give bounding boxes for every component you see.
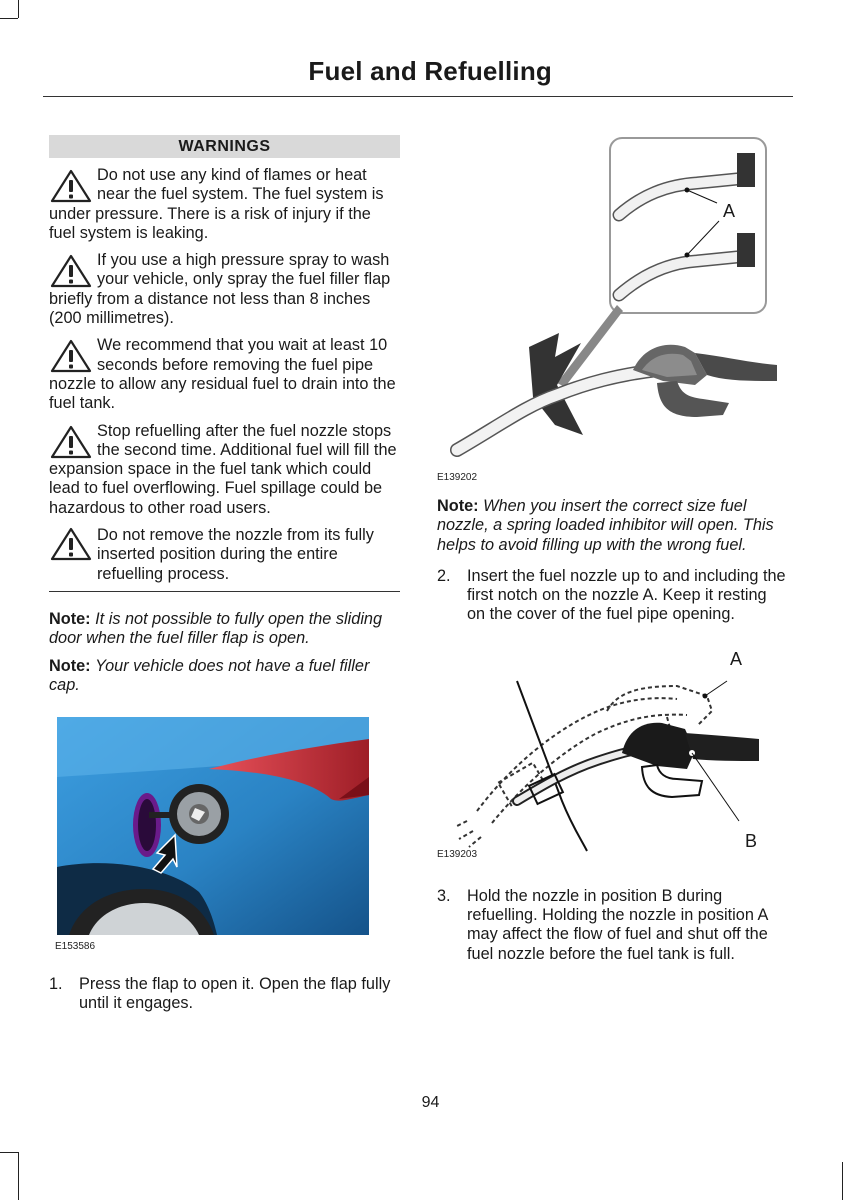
warning-item: Do not remove the nozzle from its fully inserted position during the entire refuelling process. bbox=[49, 526, 400, 592]
note-inhibitor: Note: When you insert the correct size fuel nozzle, a spring loaded inhibitor will open. This helps to avoid filling up with the wrong fuel. bbox=[437, 497, 774, 554]
warning-triangle-icon bbox=[49, 253, 93, 289]
figure-code: E139203 bbox=[437, 848, 478, 860]
warning-item: Do not use any kind of flames or heat near the fuel system. The fuel system is under pressure. There is a risk of injury if the fuel system is leaking. bbox=[49, 166, 384, 242]
crop-mark bbox=[0, 1152, 18, 1153]
nozzle-notch-illustration bbox=[437, 135, 789, 475]
page-title: Fuel and Refuelling bbox=[308, 56, 552, 86]
warning-triangle-icon bbox=[49, 526, 93, 562]
label-b: B bbox=[745, 830, 758, 851]
page-number: 94 bbox=[421, 1094, 440, 1111]
crop-mark bbox=[18, 0, 19, 18]
figure-code: E153586 bbox=[55, 941, 96, 953]
nozzle-position-illustration bbox=[437, 641, 789, 856]
title-rule bbox=[43, 96, 793, 97]
fuel-flap-figure bbox=[49, 717, 400, 955]
warning-triangle-icon bbox=[49, 168, 93, 204]
fuel-flap-illustration bbox=[49, 717, 400, 955]
warning-item: We recommend that you wait at least 10 seconds before removing the fuel pipe nozzle to allow any residual fuel to drain into the fuel tank. bbox=[49, 336, 396, 413]
figure-code: E139202 bbox=[437, 472, 478, 483]
left-column bbox=[49, 135, 400, 1014]
note-no-cap: Note: Your vehicle does not have a fuel filler cap. bbox=[49, 656, 370, 694]
crop-mark bbox=[842, 1162, 843, 1200]
step-item: 1. Press the flap to open it. Open the flap fully until it engages. bbox=[49, 975, 391, 1013]
step-item: 2. Insert the fuel nozzle up to and including the first notch on the nozzle A. Keep it resting on the cover of the fuel pipe opening. bbox=[437, 566, 786, 624]
warning-item: Stop refuelling after the fuel nozzle stops the second time. Additional fuel will fill the expansion space in the fuel tank which could lead to fuel overflowing. Fuel spillage could be hazardous to other road users. bbox=[49, 421, 397, 517]
warning-item: If you use a high pressure spray to wash your vehicle, only spray the fuel filler flap briefly from a distance not less than 8 inches (200 millimetres). bbox=[49, 251, 391, 328]
crop-mark bbox=[0, 18, 18, 19]
nozzle-notch-figure bbox=[437, 135, 789, 490]
note-sliding-door: Note: It is not possible to fully open the sliding door when the fuel filler flap is open. bbox=[49, 609, 383, 648]
right-column bbox=[437, 135, 789, 964]
warning-triangle-icon bbox=[49, 338, 93, 374]
nozzle-position-figure bbox=[437, 641, 789, 871]
label-a: A bbox=[723, 201, 736, 221]
step-item: 3. Hold the nozzle in position B during refuelling. Holding the nozzle in position A may affect the flow of fuel and shut off the fuel nozzle before the fuel tank is full. bbox=[437, 886, 768, 963]
crop-mark bbox=[18, 1152, 19, 1200]
warning-triangle-icon bbox=[49, 424, 93, 460]
warnings-heading: WARNINGS bbox=[49, 135, 400, 158]
label-a: A bbox=[730, 648, 743, 669]
